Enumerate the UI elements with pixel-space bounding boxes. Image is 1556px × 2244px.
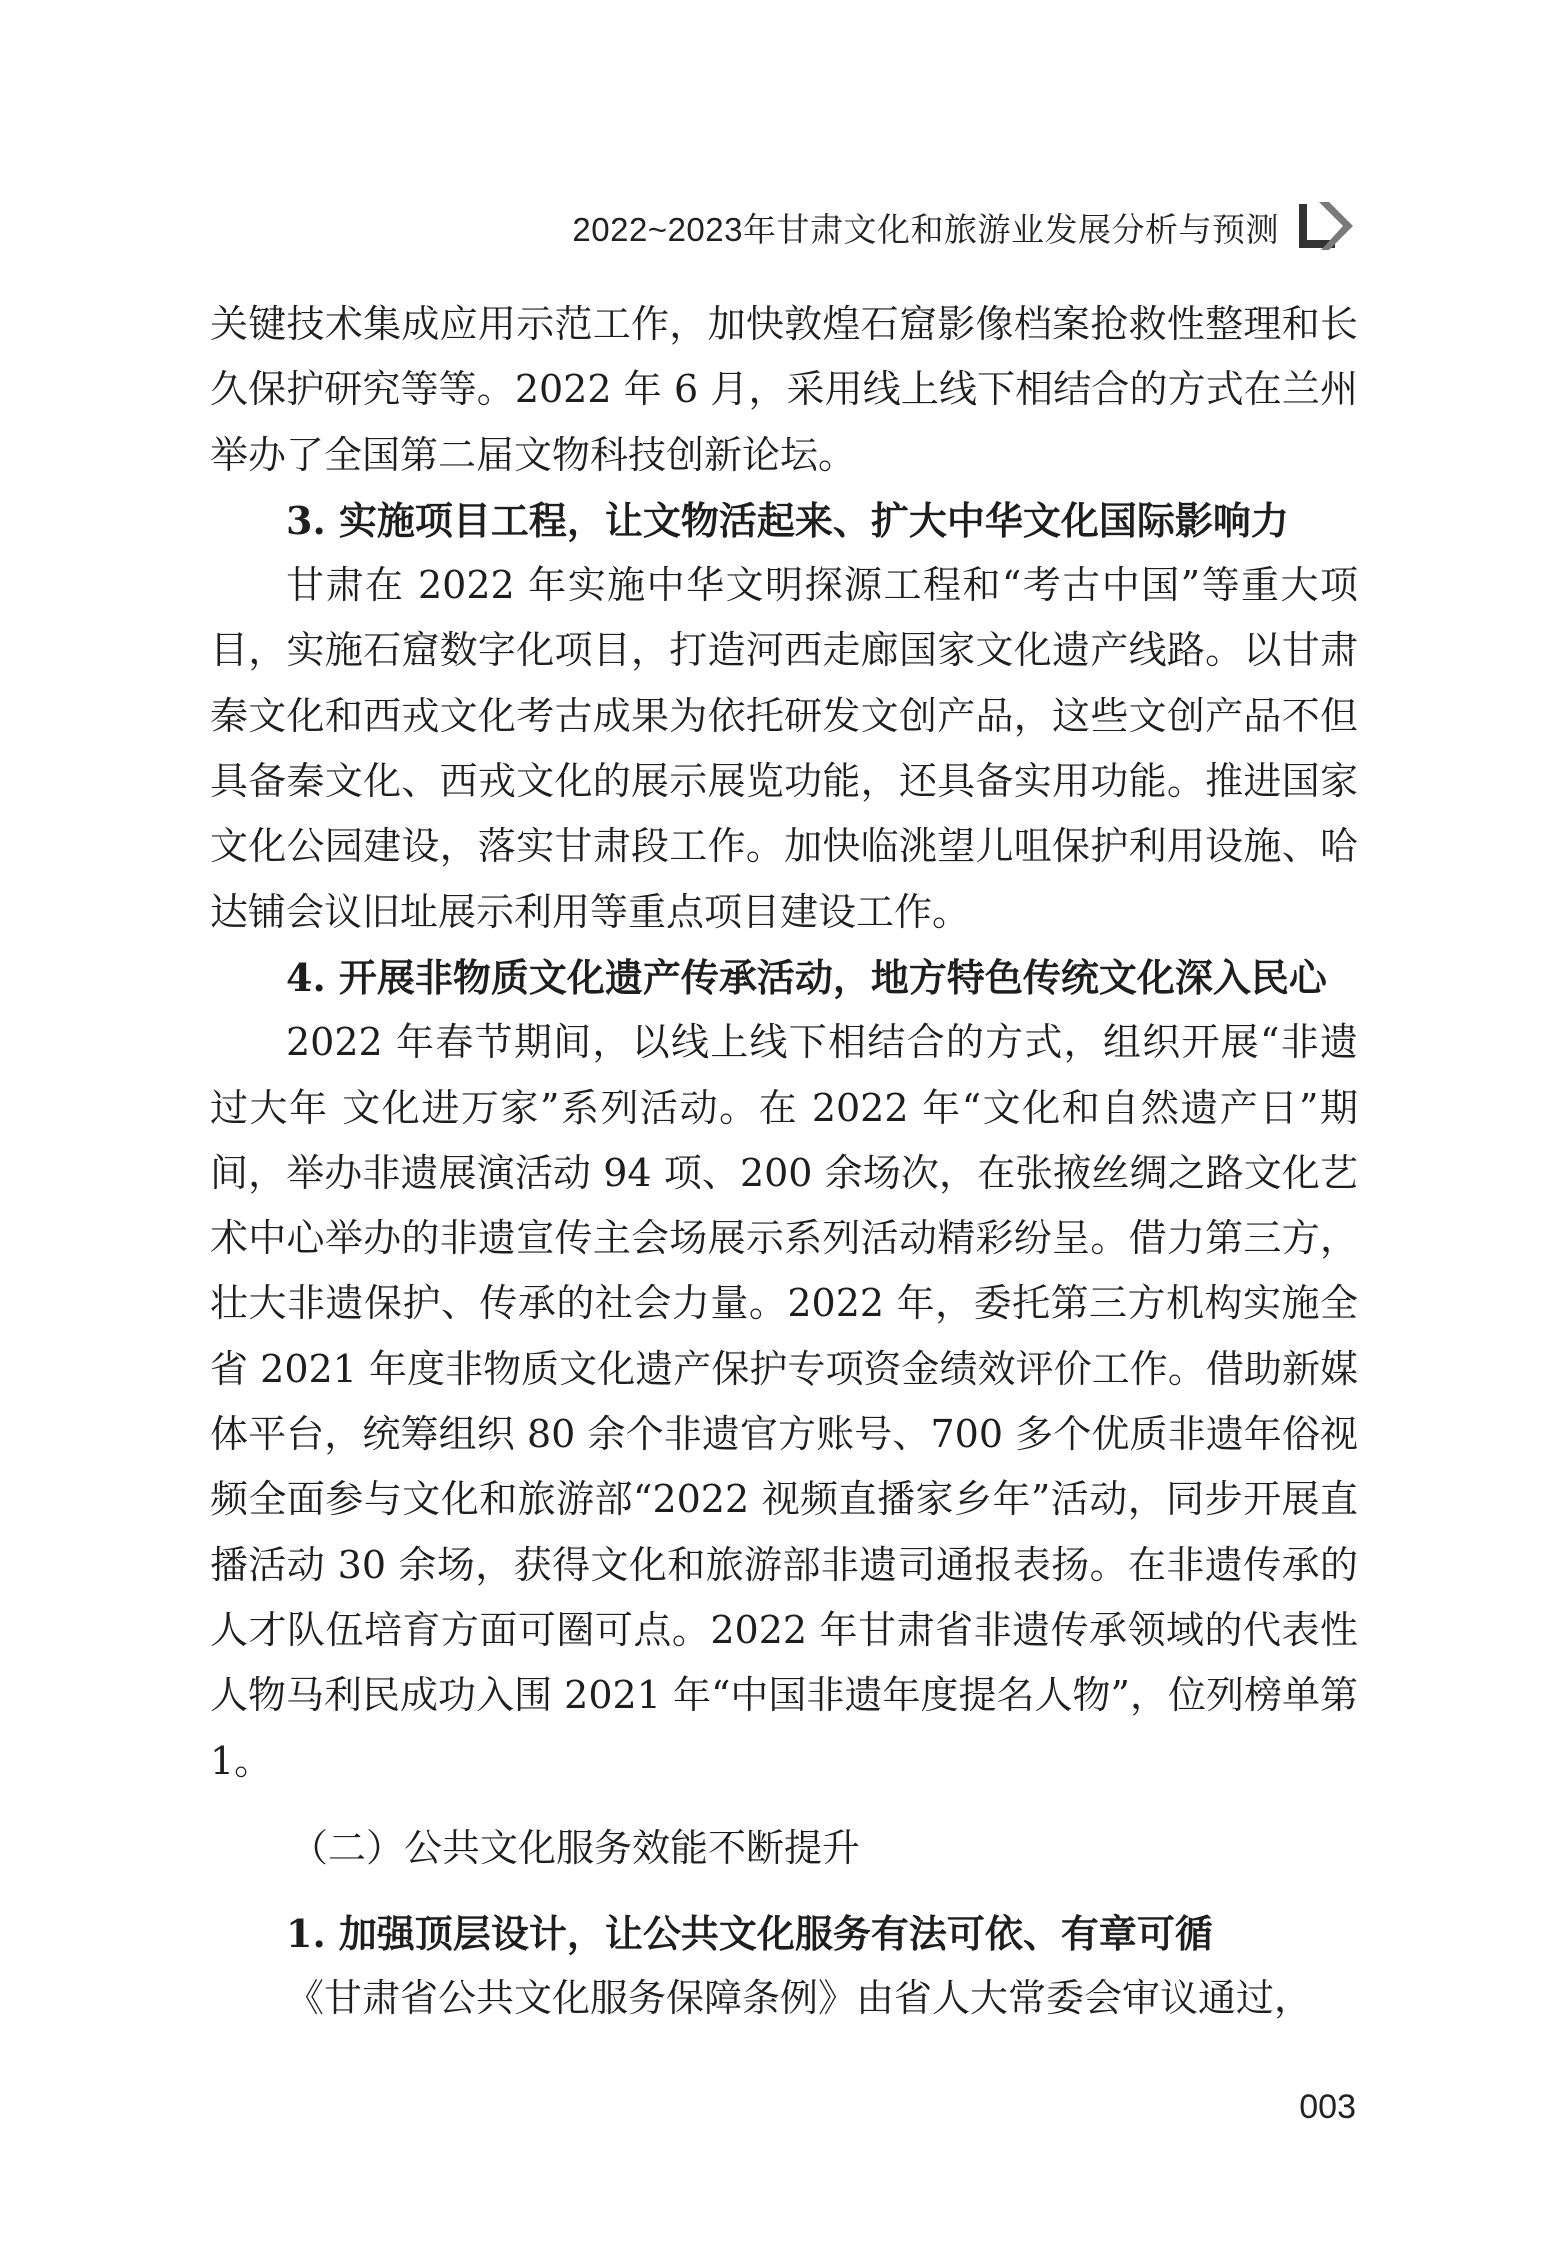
subheading-4: 4. 开展非物质文化遗产传承活动，地方特色传统文化深入民心 [286, 954, 1327, 1000]
section-heading-2: （二）公共文化服务效能不断提升 [290, 1825, 861, 1870]
running-header [210, 198, 1365, 258]
subheading-1: 1. 加强顶层设计，让公共文化服务有法可依、有章可循 [286, 1910, 1213, 1956]
paragraph-continued: 关键技术集成应用示范工作，加快敦煌石窟影像档案抢救性整理和长久保护研究等等。2022 年 6 月，采用线上线下相结合的方式在兰州举办了全国第二届文物科技创新论坛。 [210, 302, 1358, 477]
running-header-title: 2022~2023年甘肃文化和旅游业发展分析与预测 [572, 211, 1279, 248]
paragraph-projects: 甘肃在 2022 年实施中华文明探源工程和“考古中国”等重大项目，实施石窟数字化项目，打造河西走廊国家文化遗产线路。以甘肃秦文化和西戎文化考古成果为依托研发文创产品，这些文创产品不但具备秦文化、西戎文化的展示展览功能，还具备实用功能。推进国家文化公园建设，落实甘肃段工作。加快临洮望儿咀保护利用设施、哈达铺会议旧址展示利用等重点项目建设工作。 [210, 563, 1358, 934]
paragraph-intangible-heritage: 2022 年春节期间，以线上线下相结合的方式，组织开展“非遗过大年 文化进万家”系列活动。在 2022 年“文化和自然遗产日”期间，举办非遗展演活动 94 项、200 余场次，在张掖丝绸之路文化艺术中心举办的非遗宣传主会场展示系列活动精彩纷呈。借力第三方，壮大非遗保护、传承的社会力量。2022 年，委托第三方机构实施全省 2021 年度非物质文化遗产保护专项资金绩效评价工作。借助新媒体平台，统筹组织 80 余个非遗官方账号、700 多个优质非遗年俗视频全面参与文化和旅游部“2022 视频直播家乡年”活动，同步开展直播活动 30 余场，获得文化和旅游部非遗司通报表扬。在非遗传承的人才队伍培育方面可圈可点。2022 年甘肃省非遗传承领域的代表性人物马利民成功入围 2021 年“中国非遗年度提名人物”，位列榜单第 1。 [210, 1020, 1358, 1783]
paragraph-regulation: 《甘肃省公共文化服务保障条例》由省人大常委会审议通过， [286, 1976, 1313, 2021]
page-number: 003 [1299, 2088, 1356, 2126]
subheading-3: 3. 实施项目工程，让文物活起来、扩大中华文化国际影响力 [286, 497, 1289, 543]
chapter-arrow-icon [1295, 198, 1365, 254]
body-text [210, 292, 1358, 2031]
